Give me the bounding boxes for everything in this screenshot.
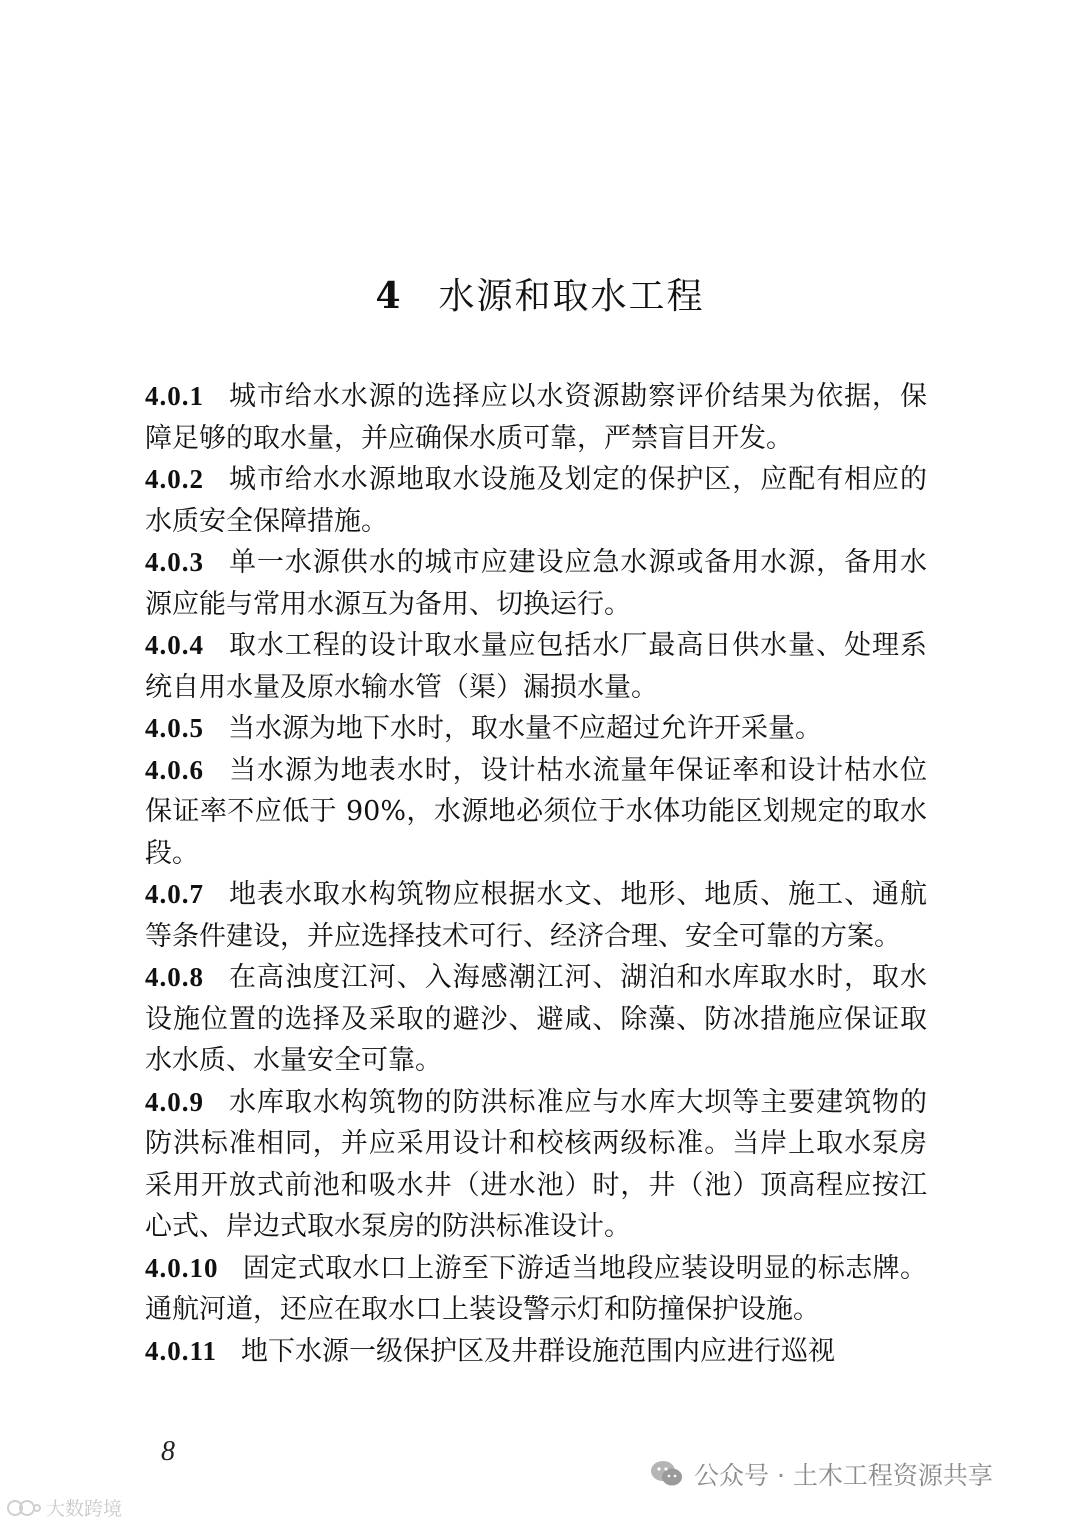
brand-watermark	[6, 1494, 122, 1521]
clause-number: 4.0.7	[145, 879, 204, 909]
clause-4-0-7	[145, 874, 927, 957]
clause-4-0-10	[145, 1248, 927, 1331]
clause-4-0-11	[145, 1331, 927, 1373]
clause-text: 城市给水水源的选择应以水资源勘察评价结果为依据，保障足够的取水量，并应确保水质可靠，严禁盲目开发。	[145, 381, 927, 454]
clause-4-0-6	[145, 750, 927, 875]
clause-4-0-8	[145, 957, 927, 1082]
clause-number: 4.0.6	[145, 754, 204, 785]
chapter-title	[0, 268, 1080, 319]
clause-text: 在高浊度江河、入海感潮江河、湖泊和水库取水时，取水设施位置的选择及采取的避沙、避咸、除藻、防冰措施应保证取水水质、水量安全可靠。	[145, 962, 927, 1076]
clause-number: 4.0.9	[145, 1086, 204, 1117]
chapter-title-text: 水源和取水工程	[438, 276, 705, 317]
clause-number: 4.0.10	[145, 1252, 219, 1283]
clause-text: 水库取水构筑物的防洪标准应与水库大坝等主要建筑物的防洪标准相同，并应采用设计和校核两级标准。当岸上取水泵房采用开放式前池和吸水井（进水池）时，井（池）顶高程应按江心式、岸边式取水泵房的防洪标准设计。	[145, 1086, 927, 1242]
clause-4-0-2	[145, 459, 927, 542]
clause-text: 当水源为地下水时，取水量不应超过允许开采量。	[228, 713, 822, 744]
brand-logo-icon	[6, 1497, 42, 1519]
clause-number: 4.0.2	[145, 464, 204, 494]
clause-number: 4.0.11	[145, 1335, 218, 1366]
clause-4-0-4	[145, 625, 927, 708]
wechat-icon	[650, 1459, 684, 1489]
channel-watermark	[650, 1456, 993, 1492]
page-number: 8	[161, 1436, 175, 1467]
clause-number: 4.0.1	[145, 381, 204, 411]
clause-4-0-1	[145, 376, 927, 459]
clause-list	[145, 376, 927, 1372]
clause-text: 取水工程的设计取水量应包括水厂最高日供水量、处理系统自用水量及原水输水管（渠）漏损水量。	[145, 630, 927, 703]
clause-text: 地表水取水构筑物应根据水文、地形、地质、施工、通航等条件建设，并应选择技术可行、经济合理、安全可靠的方案。	[145, 879, 927, 952]
clause-4-0-3	[145, 542, 927, 625]
channel-name: 公众号 · 土木工程资源共享	[694, 1461, 993, 1490]
clause-text: 城市给水水源地取水设施及划定的保护区，应配有相应的水质安全保障措施。	[145, 464, 927, 537]
clause-number: 4.0.3	[145, 547, 204, 577]
clause-number: 4.0.5	[145, 713, 204, 743]
clause-text: 地下水源一级保护区及井群设施范围内应进行巡视	[241, 1335, 836, 1367]
clause-4-0-9	[145, 1082, 927, 1248]
clause-text: 单一水源供水的城市应建设应急水源或备用水源，备用水源应能与常用水源互为备用、切换运行。	[145, 547, 927, 620]
clause-4-0-5	[145, 708, 927, 750]
clause-text: 固定式取水口上游至下游适当地段应装设明显的标志牌。通航河道，还应在取水口上装设警示灯和防撞保护设施。	[145, 1252, 927, 1325]
chapter-number: 4	[375, 275, 403, 317]
brand-name: 大数跨境	[46, 1498, 123, 1520]
clause-number: 4.0.4	[145, 630, 204, 660]
clause-text: 当水源为地表水时，设计枯水流量年保证率和设计枯水位保证率不应低于 90%，水源地必须位于水体功能区划规定的取水段。	[145, 754, 927, 869]
clause-number: 4.0.8	[145, 962, 204, 992]
